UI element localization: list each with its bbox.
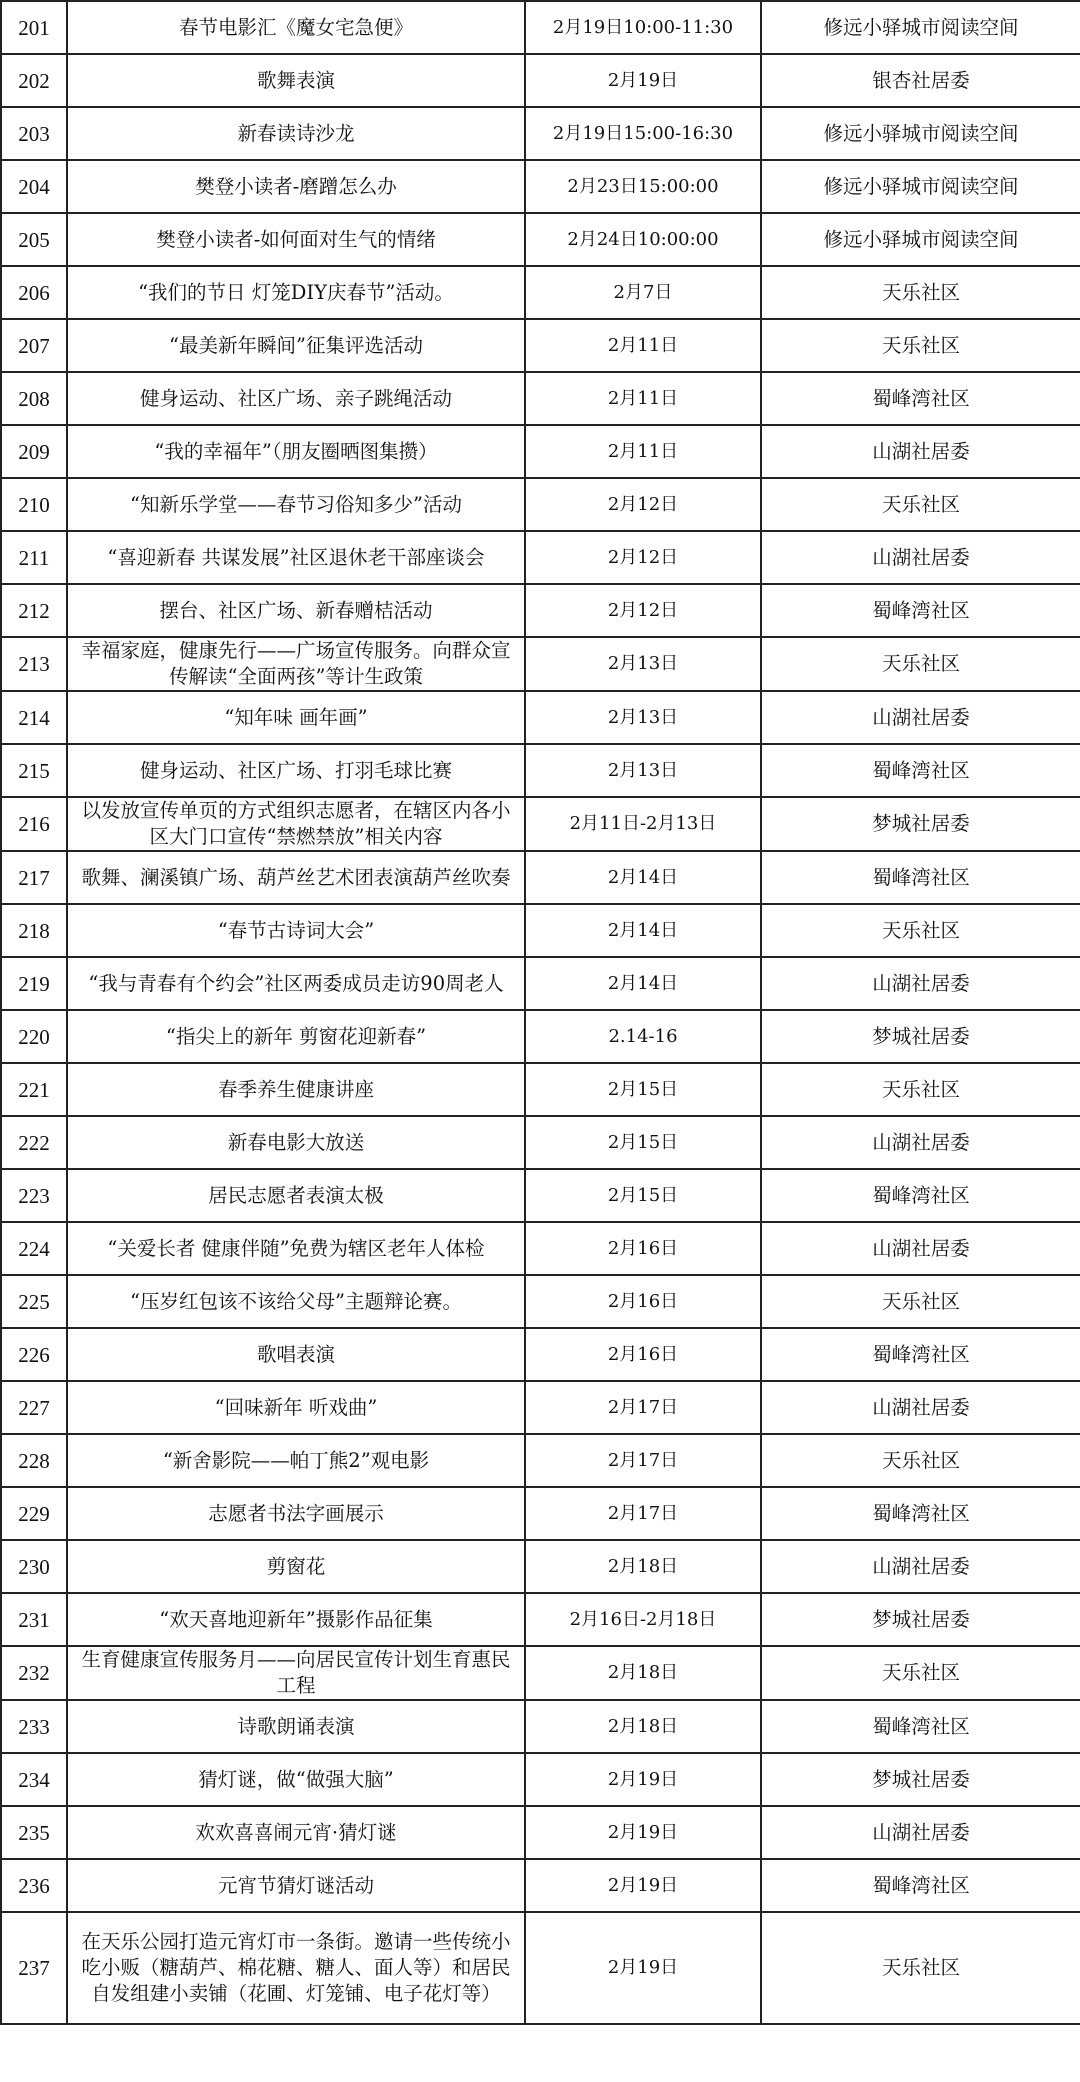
table-row xyxy=(1,1328,1080,1381)
event-date-cell: 2月7日 xyxy=(525,266,761,319)
event-date-cell: 2月16日-2月18日 xyxy=(525,1593,761,1646)
event-location-cell: 蜀峰湾社区 xyxy=(761,1328,1080,1381)
table-row xyxy=(1,107,1080,160)
row-number-cell: 207 xyxy=(1,319,67,372)
table-row xyxy=(1,957,1080,1010)
event-location-cell: 梦城社居委 xyxy=(761,1010,1080,1063)
event-location-cell: 银杏社居委 xyxy=(761,54,1080,107)
event-location-cell: 修远小驿城市阅读空间 xyxy=(761,107,1080,160)
row-number-cell: 235 xyxy=(1,1806,67,1859)
table-row xyxy=(1,1593,1080,1646)
row-number-cell: 208 xyxy=(1,372,67,425)
event-name-cell: “我们的节日 灯笼DIY庆春节”活动。 xyxy=(67,266,525,319)
event-date-cell: 2月16日 xyxy=(525,1275,761,1328)
event-name-cell: “知年味 画年画” xyxy=(67,691,525,744)
table-row xyxy=(1,1753,1080,1806)
row-number-cell: 232 xyxy=(1,1646,67,1700)
event-date-cell: 2月12日 xyxy=(525,478,761,531)
event-location-cell: 山湖社居委 xyxy=(761,957,1080,1010)
event-name-cell: 摆台、社区广场、新春赠桔活动 xyxy=(67,584,525,637)
event-date-cell: 2月16日 xyxy=(525,1222,761,1275)
event-date-cell: 2月16日 xyxy=(525,1328,761,1381)
table-row xyxy=(1,1222,1080,1275)
row-number-cell: 222 xyxy=(1,1116,67,1169)
row-number-cell: 202 xyxy=(1,54,67,107)
event-date-cell: 2月11日-2月13日 xyxy=(525,797,761,851)
event-location-cell: 蜀峰湾社区 xyxy=(761,1700,1080,1753)
event-name-cell: “指尖上的新年 剪窗花迎新春” xyxy=(67,1010,525,1063)
event-date-cell: 2月15日 xyxy=(525,1116,761,1169)
table-row xyxy=(1,904,1080,957)
event-date-cell: 2月13日 xyxy=(525,691,761,744)
event-date-cell: 2月19日 xyxy=(525,1753,761,1806)
event-date-cell: 2月18日 xyxy=(525,1646,761,1700)
event-location-cell: 梦城社居委 xyxy=(761,1593,1080,1646)
event-date-cell: 2月18日 xyxy=(525,1700,761,1753)
event-name-cell: 志愿者书法字画展示 xyxy=(67,1487,525,1540)
event-location-cell: 蜀峰湾社区 xyxy=(761,372,1080,425)
event-location-cell: 天乐社区 xyxy=(761,637,1080,691)
table-body xyxy=(1,1,1080,2024)
table-row xyxy=(1,1381,1080,1434)
event-location-cell: 天乐社区 xyxy=(761,478,1080,531)
event-date-cell: 2月17日 xyxy=(525,1434,761,1487)
row-number-cell: 219 xyxy=(1,957,67,1010)
event-name-cell: “欢天喜地迎新年”摄影作品征集 xyxy=(67,1593,525,1646)
event-date-cell: 2月19日 xyxy=(525,1912,761,2024)
event-location-cell: 天乐社区 xyxy=(761,904,1080,957)
table-row xyxy=(1,1010,1080,1063)
event-date-cell: 2月23日15:00:00 xyxy=(525,160,761,213)
event-name-cell: “新舍影院——帕丁熊2”观电影 xyxy=(67,1434,525,1487)
event-location-cell: 蜀峰湾社区 xyxy=(761,851,1080,904)
table-row xyxy=(1,1116,1080,1169)
event-name-cell: 新春电影大放送 xyxy=(67,1116,525,1169)
event-date-cell: 2月19日10:00-11:30 xyxy=(525,1,761,54)
event-name-cell: 歌舞表演 xyxy=(67,54,525,107)
event-name-cell: 春季养生健康讲座 xyxy=(67,1063,525,1116)
event-name-cell: 幸福家庭，健康先行——广场宣传服务。向群众宣传解读“全面两孩”等计生政策 xyxy=(67,637,525,691)
row-number-cell: 216 xyxy=(1,797,67,851)
table-row xyxy=(1,54,1080,107)
event-name-cell: 以发放宣传单页的方式组织志愿者，在辖区内各小区大门口宣传“禁燃禁放”相关内容 xyxy=(67,797,525,851)
event-name-cell: 樊登小读者-磨蹭怎么办 xyxy=(67,160,525,213)
event-location-cell: 山湖社居委 xyxy=(761,1222,1080,1275)
table-row xyxy=(1,584,1080,637)
row-number-cell: 218 xyxy=(1,904,67,957)
row-number-cell: 226 xyxy=(1,1328,67,1381)
table-row xyxy=(1,1434,1080,1487)
event-name-cell: 健身运动、社区广场、打羽毛球比赛 xyxy=(67,744,525,797)
table-row xyxy=(1,691,1080,744)
event-name-cell: “我与青春有个约会”社区两委成员走访90周老人 xyxy=(67,957,525,1010)
event-name-cell: “回味新年 听戏曲” xyxy=(67,1381,525,1434)
event-location-cell: 修远小驿城市阅读空间 xyxy=(761,1,1080,54)
table-row xyxy=(1,1487,1080,1540)
event-date-cell: 2月15日 xyxy=(525,1169,761,1222)
event-name-cell: “最美新年瞬间”征集评选活动 xyxy=(67,319,525,372)
table-row xyxy=(1,531,1080,584)
event-date-cell: 2月11日 xyxy=(525,372,761,425)
row-number-cell: 223 xyxy=(1,1169,67,1222)
table-row xyxy=(1,1646,1080,1700)
event-name-cell: 生育健康宣传服务月——向居民宣传计划生育惠民工程 xyxy=(67,1646,525,1700)
event-name-cell: 居民志愿者表演太极 xyxy=(67,1169,525,1222)
row-number-cell: 236 xyxy=(1,1859,67,1912)
event-date-cell: 2月17日 xyxy=(525,1487,761,1540)
event-name-cell: 剪窗花 xyxy=(67,1540,525,1593)
event-location-cell: 梦城社居委 xyxy=(761,797,1080,851)
event-location-cell: 山湖社居委 xyxy=(761,531,1080,584)
event-date-cell: 2月17日 xyxy=(525,1381,761,1434)
event-name-cell: 健身运动、社区广场、亲子跳绳活动 xyxy=(67,372,525,425)
table-row xyxy=(1,1169,1080,1222)
table-row xyxy=(1,319,1080,372)
event-date-cell: 2月12日 xyxy=(525,584,761,637)
table-row xyxy=(1,372,1080,425)
event-date-cell: 2.14-16 xyxy=(525,1010,761,1063)
event-date-cell: 2月14日 xyxy=(525,957,761,1010)
table-row xyxy=(1,797,1080,851)
event-date-cell: 2月11日 xyxy=(525,425,761,478)
event-location-cell: 修远小驿城市阅读空间 xyxy=(761,160,1080,213)
event-location-cell: 蜀峰湾社区 xyxy=(761,584,1080,637)
row-number-cell: 217 xyxy=(1,851,67,904)
event-location-cell: 天乐社区 xyxy=(761,319,1080,372)
event-location-cell: 山湖社居委 xyxy=(761,1381,1080,1434)
event-location-cell: 天乐社区 xyxy=(761,266,1080,319)
event-name-cell: 元宵节猜灯谜活动 xyxy=(67,1859,525,1912)
row-number-cell: 212 xyxy=(1,584,67,637)
row-number-cell: 210 xyxy=(1,478,67,531)
event-date-cell: 2月11日 xyxy=(525,319,761,372)
table-row xyxy=(1,160,1080,213)
row-number-cell: 215 xyxy=(1,744,67,797)
row-number-cell: 228 xyxy=(1,1434,67,1487)
event-location-cell: 梦城社居委 xyxy=(761,1753,1080,1806)
event-date-cell: 2月19日 xyxy=(525,1859,761,1912)
event-name-cell: “喜迎新春 共谋发展”社区退休老干部座谈会 xyxy=(67,531,525,584)
event-name-cell: 在天乐公园打造元宵灯市一条街。邀请一些传统小吃小贩（糖葫芦、棉花糖、糖人、面人等）和居民自发组建小卖铺（花圃、灯笼铺、电子花灯等） xyxy=(67,1912,525,2024)
event-name-cell: “我的幸福年”（朋友圈晒图集攒） xyxy=(67,425,525,478)
row-number-cell: 209 xyxy=(1,425,67,478)
table-row xyxy=(1,1540,1080,1593)
row-number-cell: 201 xyxy=(1,1,67,54)
event-location-cell: 天乐社区 xyxy=(761,1646,1080,1700)
row-number-cell: 221 xyxy=(1,1063,67,1116)
row-number-cell: 224 xyxy=(1,1222,67,1275)
table-row xyxy=(1,1063,1080,1116)
table-row xyxy=(1,478,1080,531)
event-date-cell: 2月15日 xyxy=(525,1063,761,1116)
event-name-cell: 歌舞、澜溪镇广场、葫芦丝艺术团表演葫芦丝吹奏 xyxy=(67,851,525,904)
event-name-cell: “知新乐学堂——春节习俗知多少”活动 xyxy=(67,478,525,531)
event-location-cell: 山湖社居委 xyxy=(761,1116,1080,1169)
row-number-cell: 205 xyxy=(1,213,67,266)
event-date-cell: 2月24日10:00:00 xyxy=(525,213,761,266)
table-row xyxy=(1,1700,1080,1753)
event-name-cell: 诗歌朗诵表演 xyxy=(67,1700,525,1753)
event-date-cell: 2月13日 xyxy=(525,637,761,691)
table-row xyxy=(1,1806,1080,1859)
row-number-cell: 214 xyxy=(1,691,67,744)
event-name-cell: 欢欢喜喜闹元宵·猜灯谜 xyxy=(67,1806,525,1859)
row-number-cell: 237 xyxy=(1,1912,67,2024)
row-number-cell: 225 xyxy=(1,1275,67,1328)
table-row xyxy=(1,744,1080,797)
row-number-cell: 233 xyxy=(1,1700,67,1753)
table-row xyxy=(1,1859,1080,1912)
row-number-cell: 204 xyxy=(1,160,67,213)
event-location-cell: 山湖社居委 xyxy=(761,1806,1080,1859)
event-name-cell: 新春读诗沙龙 xyxy=(67,107,525,160)
event-date-cell: 2月19日 xyxy=(525,1806,761,1859)
row-number-cell: 234 xyxy=(1,1753,67,1806)
event-name-cell: “春节古诗词大会” xyxy=(67,904,525,957)
event-name-cell: 猜灯谜，做“做强大脑” xyxy=(67,1753,525,1806)
event-date-cell: 2月14日 xyxy=(525,904,761,957)
event-name-cell: “压岁红包该不该给父母”主题辩论赛。 xyxy=(67,1275,525,1328)
event-location-cell: 蜀峰湾社区 xyxy=(761,1169,1080,1222)
event-date-cell: 2月13日 xyxy=(525,744,761,797)
event-location-cell: 蜀峰湾社区 xyxy=(761,1859,1080,1912)
event-location-cell: 天乐社区 xyxy=(761,1063,1080,1116)
event-name-cell: “关爱长者 健康伴随”免费为辖区老年人体检 xyxy=(67,1222,525,1275)
table-row xyxy=(1,266,1080,319)
event-date-cell: 2月14日 xyxy=(525,851,761,904)
table-row xyxy=(1,637,1080,691)
row-number-cell: 220 xyxy=(1,1010,67,1063)
event-location-cell: 天乐社区 xyxy=(761,1434,1080,1487)
row-number-cell: 206 xyxy=(1,266,67,319)
event-date-cell: 2月12日 xyxy=(525,531,761,584)
event-location-cell: 天乐社区 xyxy=(761,1275,1080,1328)
event-name-cell: 樊登小读者-如何面对生气的情绪 xyxy=(67,213,525,266)
row-number-cell: 211 xyxy=(1,531,67,584)
table-row xyxy=(1,1,1080,54)
event-location-cell: 山湖社居委 xyxy=(761,691,1080,744)
event-name-cell: 春节电影汇《魔女宅急便》 xyxy=(67,1,525,54)
table-row xyxy=(1,425,1080,478)
row-number-cell: 229 xyxy=(1,1487,67,1540)
event-location-cell: 山湖社居委 xyxy=(761,425,1080,478)
event-name-cell: 歌唱表演 xyxy=(67,1328,525,1381)
event-date-cell: 2月18日 xyxy=(525,1540,761,1593)
table-row xyxy=(1,1275,1080,1328)
row-number-cell: 231 xyxy=(1,1593,67,1646)
event-location-cell: 蜀峰湾社区 xyxy=(761,1487,1080,1540)
event-location-cell: 修远小驿城市阅读空间 xyxy=(761,213,1080,266)
row-number-cell: 227 xyxy=(1,1381,67,1434)
event-location-cell: 蜀峰湾社区 xyxy=(761,744,1080,797)
event-location-cell: 天乐社区 xyxy=(761,1912,1080,2024)
row-number-cell: 230 xyxy=(1,1540,67,1593)
event-date-cell: 2月19日15:00-16:30 xyxy=(525,107,761,160)
table-row xyxy=(1,851,1080,904)
row-number-cell: 213 xyxy=(1,637,67,691)
event-location-cell: 山湖社居委 xyxy=(761,1540,1080,1593)
table-row xyxy=(1,213,1080,266)
event-date-cell: 2月19日 xyxy=(525,54,761,107)
table-row xyxy=(1,1912,1080,2024)
row-number-cell: 203 xyxy=(1,107,67,160)
